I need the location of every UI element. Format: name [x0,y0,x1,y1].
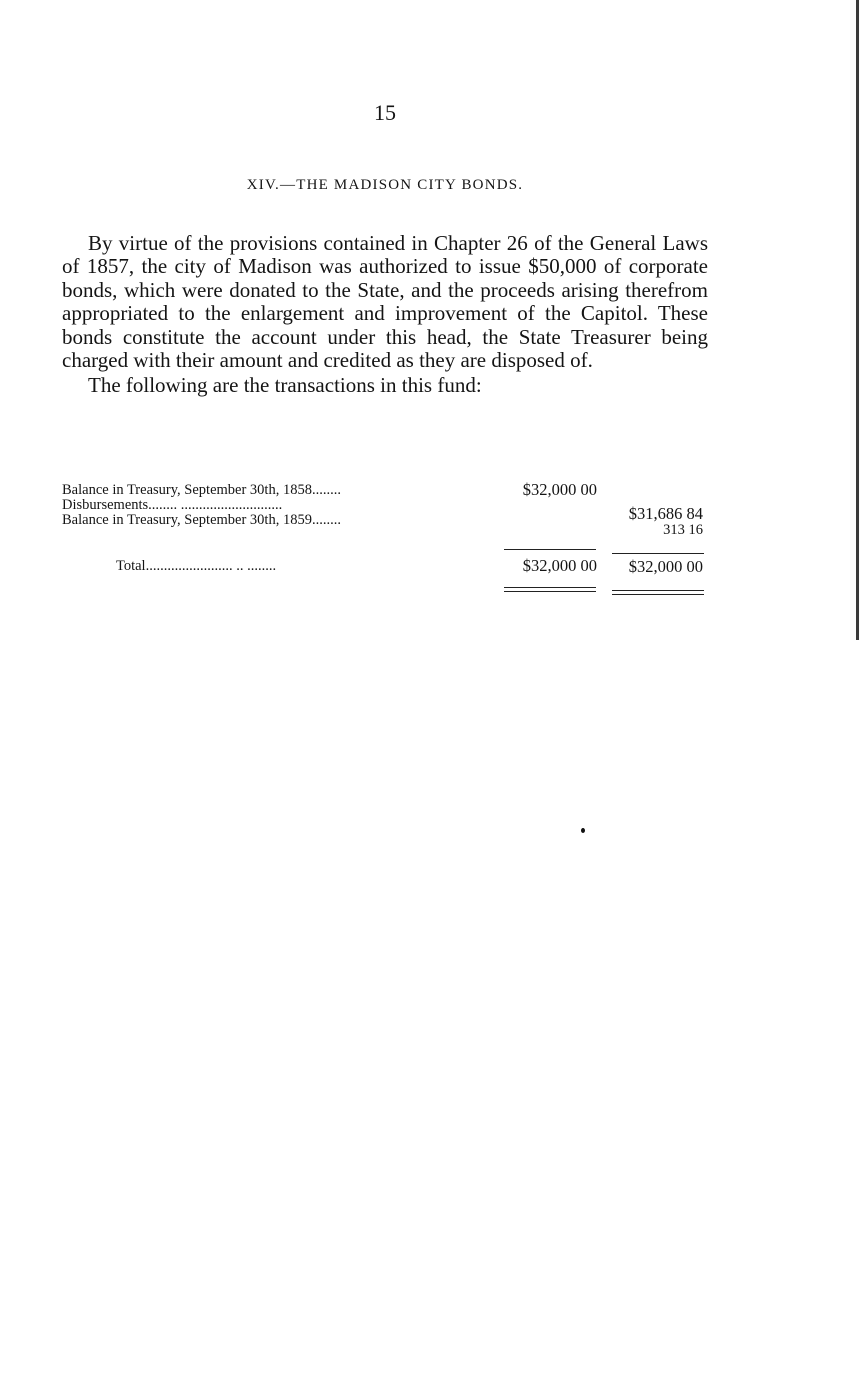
row-debit: $32,000 00 [522,480,597,499]
total-credit: $32,000 00 [628,557,703,576]
total-label: Total........................ .. ........ [116,558,277,574]
row-label: Disbursements........ ............................ [62,497,283,513]
total-double-rule-debit [504,587,596,592]
total-debit: $32,000 00 [522,556,597,575]
table-row [62,512,707,538]
subtotal-rule-debit [504,549,596,550]
subtotal-rule-credit [612,553,704,554]
section-title: XIV.—THE MADISON CITY BONDS. [246,177,524,193]
table-row [62,482,707,497]
total-row [62,556,707,576]
body-text [62,232,708,398]
row-credit: $31,686 84 [628,504,703,523]
total-double-rule-credit [612,590,704,595]
page-number: 15 [374,100,396,125]
row-label: Balance in Treasury, September 30th, 1859........ [62,512,341,528]
row-credit: 313 16 [663,522,703,538]
paragraph-intro: By virtue of the provisions contained in Chapter 26 of the General Laws of 1857, the city of Madison was authorized to issue $50,000 of corporate bonds, which were donated to the State, and the proceeds arising therefrom appropriated to the enlargement and improvement of the Capitol. These bonds constitute the account under this head, the State Treasurer being charged with their amount and credited as they are disposed of. [62,231,708,373]
ink-speck [581,828,585,833]
paragraph-transactions-lead: The following are the transactions in this fund: [88,373,482,398]
row-label: Balance in Treasury, September 30th, 1858........ [62,482,341,498]
transactions-table [62,480,707,576]
